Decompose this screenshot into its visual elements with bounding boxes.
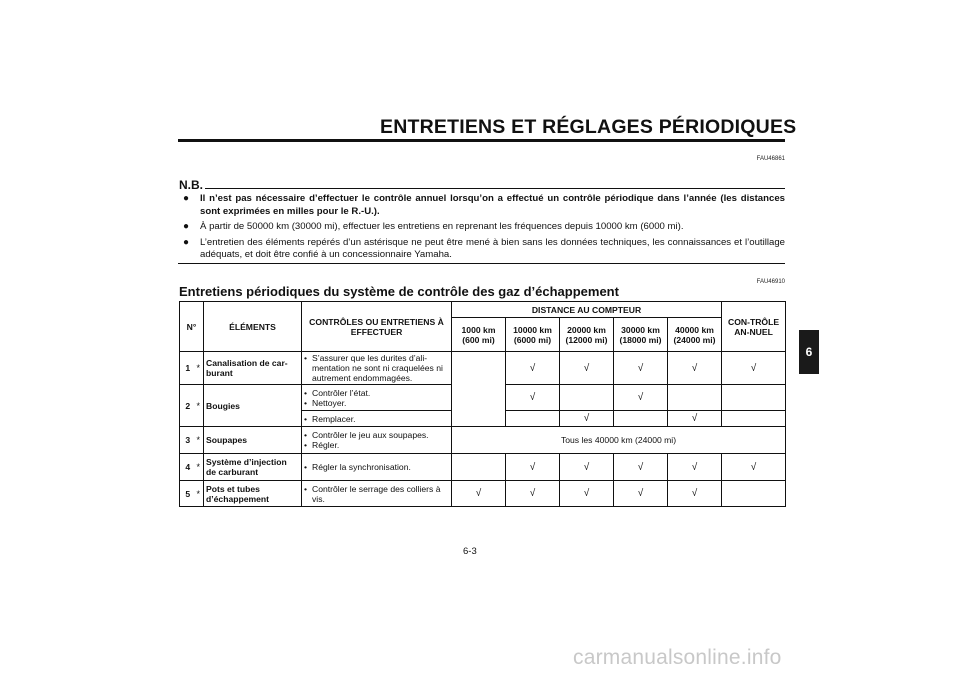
- empty-cell: [614, 411, 668, 427]
- interval-note: Tous les 40000 km (24000 mi): [452, 427, 786, 454]
- control-text: Contrôler le jeu aux soupapes.: [312, 430, 429, 440]
- row-controls: [302, 385, 452, 411]
- note-list: [183, 193, 785, 265]
- header-distance-5: 40000 km (24000 mi): [668, 318, 722, 352]
- table-row: [180, 352, 786, 385]
- bullet-icon: •: [304, 483, 308, 494]
- bullet-icon: ●: [183, 193, 190, 204]
- header-distance: DISTANCE AU COMPTEUR: [452, 302, 722, 318]
- bullet-icon: •: [304, 430, 308, 440]
- asterisk-mark: *: [194, 454, 204, 481]
- empty-cell: [452, 352, 506, 385]
- check-mark: √: [668, 352, 722, 385]
- row-element: Pots et tubes d’échappement: [204, 481, 302, 507]
- note-label: N.B.: [179, 178, 203, 192]
- check-mark: √: [506, 385, 560, 411]
- table-row: [180, 481, 786, 507]
- row-controls: [302, 411, 452, 427]
- bullet-icon: ●: [183, 221, 190, 232]
- empty-cell: [668, 385, 722, 411]
- row-element: Canalisation de car-burant: [204, 352, 302, 385]
- note-top-rule: [205, 188, 785, 189]
- bullet-icon: •: [304, 413, 308, 424]
- asterisk-mark: *: [194, 427, 204, 454]
- asterisk-mark: *: [194, 352, 204, 385]
- check-mark: √: [614, 352, 668, 385]
- row-number: 1: [180, 352, 194, 385]
- empty-cell: [506, 411, 560, 427]
- note-item: [183, 193, 785, 218]
- row-element: Système d’injection de carburant: [204, 454, 302, 481]
- control-text: Régler la synchronisation.: [312, 462, 411, 472]
- bullet-icon: •: [304, 462, 308, 472]
- check-mark: √: [560, 411, 614, 427]
- note-item-text: À partir de 50000 km (30000 mi), effectuer les entretiens en reprenant les fréquences depuis 10000 km (6000 mi).: [200, 221, 684, 232]
- header-annual: CON-TRÔLE AN-NUEL: [722, 302, 786, 352]
- check-mark: √: [614, 481, 668, 507]
- empty-cell: [452, 454, 506, 481]
- table-row: [180, 454, 786, 481]
- check-mark: √: [614, 385, 668, 411]
- check-mark: √: [506, 481, 560, 507]
- control-text: Remplacer.: [312, 413, 356, 424]
- watermark: carmanualsonline.info: [573, 646, 782, 669]
- bullet-icon: •: [304, 440, 308, 450]
- page-header-title: ENTRETIENS ET RÉGLAGES PÉRIODIQUES: [380, 116, 797, 138]
- check-mark: √: [722, 454, 786, 481]
- row-element: Soupapes: [204, 427, 302, 454]
- row-number: 2: [180, 385, 194, 427]
- bullet-icon: ●: [183, 236, 190, 248]
- bullet-icon: •: [304, 353, 308, 363]
- check-mark: √: [560, 481, 614, 507]
- note-item: [183, 237, 785, 262]
- bullet-icon: •: [304, 387, 308, 398]
- check-mark: √: [722, 352, 786, 385]
- empty-cell: [452, 385, 506, 411]
- header-controls: CONTRÔLES OU ENTRETIENS À EFFECTUER: [302, 302, 452, 352]
- row-controls: [302, 454, 452, 481]
- control-text: Nettoyer.: [312, 397, 347, 408]
- check-mark: √: [506, 352, 560, 385]
- empty-cell: [722, 385, 786, 411]
- check-mark: √: [560, 454, 614, 481]
- row-controls: [302, 427, 452, 454]
- note-item: [183, 221, 785, 234]
- check-mark: √: [668, 481, 722, 507]
- page-number: 6-3: [463, 546, 477, 557]
- empty-cell: [560, 385, 614, 411]
- header-distance-4: 30000 km (18000 mi): [614, 318, 668, 352]
- check-mark: √: [614, 454, 668, 481]
- header-num: N°: [180, 302, 204, 352]
- chapter-tab: 6: [799, 330, 819, 374]
- asterisk-mark: *: [194, 481, 204, 507]
- row-controls: [302, 352, 452, 385]
- empty-cell: [452, 411, 506, 427]
- table-row: [180, 385, 786, 411]
- row-controls: [302, 481, 452, 507]
- check-mark: √: [668, 411, 722, 427]
- bullet-icon: •: [304, 397, 308, 408]
- reference-code-section: FAU46910: [756, 279, 785, 285]
- control-text: S’assurer que les durites d’ali-mentation ne sont ni craquelées ni autrement endommagées.: [312, 353, 443, 383]
- control-text: Régler.: [312, 440, 340, 450]
- control-text: Contrôler l’état.: [312, 387, 371, 398]
- maintenance-table: [179, 301, 786, 507]
- asterisk-mark: *: [194, 385, 204, 427]
- row-element: Bougies: [204, 385, 302, 427]
- table-row: [180, 427, 786, 454]
- check-mark: √: [452, 481, 506, 507]
- header-rule: [178, 139, 785, 142]
- note-bottom-rule: [178, 263, 785, 264]
- empty-cell: [722, 481, 786, 507]
- row-number: 5: [180, 481, 194, 507]
- check-mark: √: [506, 454, 560, 481]
- header-distance-3: 20000 km (12000 mi): [560, 318, 614, 352]
- check-mark: √: [560, 352, 614, 385]
- check-mark: √: [668, 454, 722, 481]
- section-title: Entretiens périodiques du système de contrôle des gaz d’échappement: [179, 284, 619, 299]
- empty-cell: [722, 411, 786, 427]
- control-text: Contrôler le serrage des colliers à vis.: [312, 483, 441, 504]
- header-elements: ÉLÉMENTS: [204, 302, 302, 352]
- note-item-text: L’entretien des éléments repérés d’un astérisque ne peut être mené à bien sans les données techniques, les connaissances et l’outillage adéquats, et doit être confié à un concessionnaire Yamaha.: [200, 236, 785, 260]
- header-distance-1: 1000 km (600 mi): [452, 318, 506, 352]
- header-distance-2: 10000 km (6000 mi): [506, 318, 560, 352]
- row-number: 4: [180, 454, 194, 481]
- row-number: 3: [180, 427, 194, 454]
- note-item-text: Il n’est pas nécessaire d’effectuer le contrôle annuel lorsqu’on a effectué un contrôle périodique dans l’année (les distances sont exprimées en milles pour le R.-U.).: [200, 193, 785, 217]
- reference-code-top: FAU46861: [756, 156, 785, 162]
